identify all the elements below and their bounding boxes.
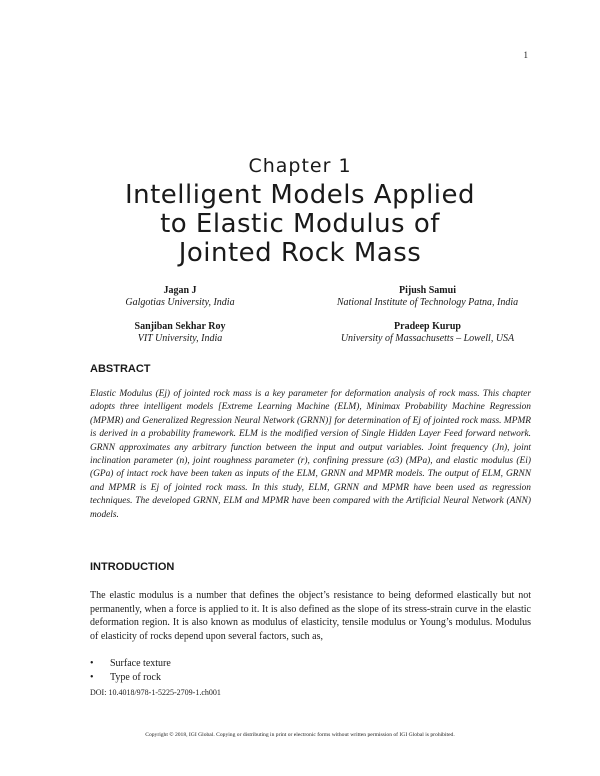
copyright-notice: Copyright © 2018, IGI Global. Copying or distributing in print or electronic forms without written permission of IGI Global is prohibited. <box>145 732 455 738</box>
author-affiliation: University of Massachusetts – Lowell, USA <box>340 333 515 344</box>
list-item-text: Type of rock <box>110 671 161 683</box>
title-line-1: Intelligent Models Applied <box>124 180 476 210</box>
author-name: Sanjiban Sekhar Roy <box>134 321 226 332</box>
author-block <box>90 285 270 309</box>
list-item <box>90 657 171 671</box>
page-number: 1 <box>523 50 528 60</box>
author-affiliation: VIT University, India <box>137 333 223 344</box>
list-item-text: Surface texture <box>110 658 171 669</box>
bullet-icon: • <box>90 671 94 683</box>
list-item <box>90 671 171 685</box>
author-name: Pradeep Kurup <box>394 321 461 332</box>
author-block <box>90 321 270 345</box>
author-affiliation: National Institute of Technology Patna, India <box>336 297 519 308</box>
author-name: Pijush Samui <box>399 285 456 296</box>
author-affiliation: Galgotias University, India <box>125 297 235 308</box>
introduction-heading: INTRODUCTION <box>90 561 175 573</box>
chapter-label: Chapter 1 <box>248 155 352 177</box>
abstract-text: Elastic Modulus (Ej) of jointed rock mass is a key parameter for deformation analysis of rock mass. This chapter adopts three intelligent models [Extreme Learning Machine (ELM), Minimax Probability Machine Regression (MPMR) and Generalized Regression Neural Network (GRNN)] for determination of Ej of jointed rock mass. MPMR is derived in a probability framework. ELM is the modified version of Single Hidden Layer Feed forward network. GRNN approximates any arbitrary function between the input and output variables. Joint frequency (Jn), joint inclination parameter (n), joint roughness parameter (r), confining pressure (σ3) (MPa), and elastic modulus (Ei) (GPa) of intact rock have been taken as inputs of the ELM, GRNN and MPMR models. The output of ELM, GRNN and MPMR is Ej of jointed rock mass. In this study, ELM, GRNN and MPMR have been used as regression techniques. The developed GRNN, ELM and MPMR have been compared with the Artificial Neural Network (ANN) models. <box>90 389 531 520</box>
author-block <box>315 285 540 309</box>
chapter-title <box>0 181 600 268</box>
title-line-3: Jointed Rock Mass <box>178 238 422 268</box>
bullet-icon: • <box>90 658 94 669</box>
title-line-2: to Elastic Modulus of <box>160 209 440 239</box>
factor-list <box>90 657 171 684</box>
abstract-heading: ABSTRACT <box>90 363 151 375</box>
doi-line: DOI: 10.4018/978-1-5225-2709-1.ch001 <box>90 688 221 697</box>
introduction-text: The elastic modulus is a number that defines the object’s resistance to being deformed elastically but not permanently, when a force is applied to it. It is also defined as the slope of its stress-strain curve in the elastic deformation region. It is also known as modulus of elasticity, tensile modulus or Young’s modulus. Modulus of elasticity of rocks depend upon several factors, such as, <box>90 590 531 642</box>
author-name: Jagan J <box>163 285 197 296</box>
author-block <box>315 321 540 345</box>
